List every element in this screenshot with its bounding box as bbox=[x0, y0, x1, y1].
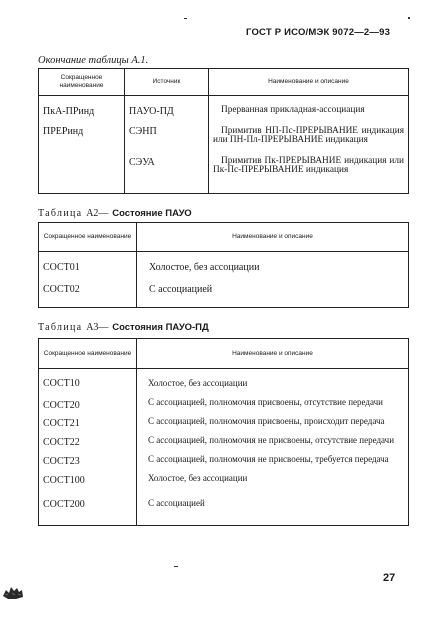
table-row bbox=[39, 455, 409, 474]
table-a3-caption bbox=[38, 322, 209, 333]
table-a3-abbr: СОСТ20 bbox=[39, 395, 137, 417]
table-a3-desc bbox=[137, 455, 409, 474]
table-a2-desc-text: С ассоциацией bbox=[149, 283, 213, 295]
table-a2-header-desc: Наименование и описание bbox=[137, 223, 409, 252]
table-row bbox=[39, 280, 409, 308]
table-a1-source: СЭУА bbox=[125, 154, 209, 194]
table-a1-continuation-caption: Окончание таблицы А.1. bbox=[38, 55, 149, 66]
table-row bbox=[39, 474, 409, 493]
table-a1-desc-text: Примитив НП-Пс-ПРЕРЫВАНИЕ индикация или ПН-Пл-ПРЕРЫВАНИЕ индикация bbox=[213, 125, 404, 145]
page-number: 27 bbox=[383, 572, 396, 584]
table-a3-desc-text: С ассоциацией, полномочия не присвоены, отсутствие передачи bbox=[148, 434, 395, 445]
table-a2-caption-prefix: Таблица bbox=[38, 208, 83, 219]
table-a3-desc bbox=[137, 395, 409, 417]
table-a3-caption-dash: — bbox=[98, 322, 109, 333]
table-a3-abbr: СОСТ100 bbox=[39, 474, 137, 493]
table-a3-abbr: СОСТ200 bbox=[39, 493, 137, 526]
table-a2-caption-number: А2 bbox=[86, 208, 99, 219]
table-a3-desc bbox=[137, 493, 409, 526]
standard-header: ГОСТ Р ИСО/МЭК 9072—2—93 bbox=[246, 27, 391, 38]
scan-blot bbox=[2, 578, 24, 600]
scan-speck bbox=[184, 18, 187, 19]
table-a1-desc-text: Прерванная прикладная-ассоциация bbox=[221, 105, 365, 115]
table-a1-desc-text: Примитив Пк-ПРЕРЫВАНИЕ индикация или Пк-Пс-ПРЕРЫВАНИЕ индикация bbox=[213, 155, 404, 175]
table-row bbox=[39, 369, 409, 395]
table-a3-desc-text: С ассоциацией, полномочия присвоены, отсутствие передачи bbox=[148, 396, 383, 407]
table-row bbox=[39, 96, 409, 122]
table-a3-abbr: СОСТ22 bbox=[39, 436, 137, 455]
table-a3-desc-text: С ассоциацией, полномочия не присвоены, требуется передача bbox=[148, 453, 389, 464]
scan-speck bbox=[408, 17, 410, 19]
table-a3-desc-text: С ассоциацией, полномочия присвоены, происходит передача bbox=[148, 415, 385, 426]
table-row bbox=[39, 436, 409, 455]
table-row bbox=[39, 252, 409, 280]
table-row bbox=[39, 493, 409, 526]
table-a3 bbox=[38, 338, 409, 526]
table-a3-header-abbr: Сокращенное наименование bbox=[39, 339, 137, 369]
table-a3-desc bbox=[137, 369, 409, 395]
table-a3-desc bbox=[137, 417, 409, 436]
table-a3-header-desc: Наименование и описание bbox=[137, 339, 409, 369]
table-a3-desc bbox=[137, 436, 409, 455]
table-a3-desc-text: Холостое, без ассоциации bbox=[148, 472, 248, 483]
scan-speck bbox=[174, 566, 178, 567]
table-a1-source: ПАУО-ПД bbox=[125, 96, 209, 122]
table-a3-abbr: СОСТ21 bbox=[39, 417, 137, 436]
table-row bbox=[39, 395, 409, 417]
table-a1-abbr: ПРЕРинд bbox=[39, 122, 125, 154]
table-a3-caption-title: Состояния ПАУО-ПД bbox=[112, 322, 209, 333]
table-a3-caption-number: А3 bbox=[86, 322, 99, 333]
table-a2-desc-text: Холостое, без ассоциации bbox=[149, 262, 260, 273]
table-a1-desc bbox=[209, 96, 409, 122]
table-a3-desc-text: С ассоциацией bbox=[148, 497, 205, 508]
table-a1-source: СЭНП bbox=[125, 122, 209, 154]
table-a1-abbr bbox=[39, 154, 125, 194]
table-a3-caption-prefix: Таблица bbox=[38, 322, 83, 333]
table-a3-abbr: СОСТ10 bbox=[39, 369, 137, 395]
table-a3-abbr: СОСТ23 bbox=[39, 455, 137, 474]
table-a1-header-abbr: Сокращенное наименование bbox=[39, 69, 125, 96]
table-a3-desc bbox=[137, 474, 409, 493]
table-a2-caption bbox=[38, 208, 192, 219]
table-a2-abbr: СОСТ02 bbox=[39, 280, 137, 308]
table-row bbox=[39, 417, 409, 436]
table-a1-header-source: Источник bbox=[125, 69, 209, 96]
table-a1 bbox=[38, 68, 409, 194]
table-a1-abbr: ПкА-ПРинд bbox=[39, 96, 125, 122]
table-a1-desc bbox=[209, 154, 409, 194]
table-a2-abbr: СОСТ01 bbox=[39, 252, 137, 280]
table-a1-desc bbox=[209, 122, 409, 154]
table-row bbox=[39, 122, 409, 154]
table-a2-caption-dash: — bbox=[98, 208, 109, 219]
table-a2-caption-title: Состояние ПАУО bbox=[112, 208, 192, 219]
table-a2-header-abbr: Сокращенное наименование bbox=[39, 223, 137, 252]
table-a2 bbox=[38, 222, 409, 308]
table-a2-desc bbox=[137, 280, 409, 308]
table-a2-desc bbox=[137, 252, 409, 280]
table-a1-header-desc: Наименование и описание bbox=[209, 69, 409, 96]
table-a3-desc-text: Холостое, без ассоциации bbox=[148, 378, 248, 388]
table-row bbox=[39, 154, 409, 194]
